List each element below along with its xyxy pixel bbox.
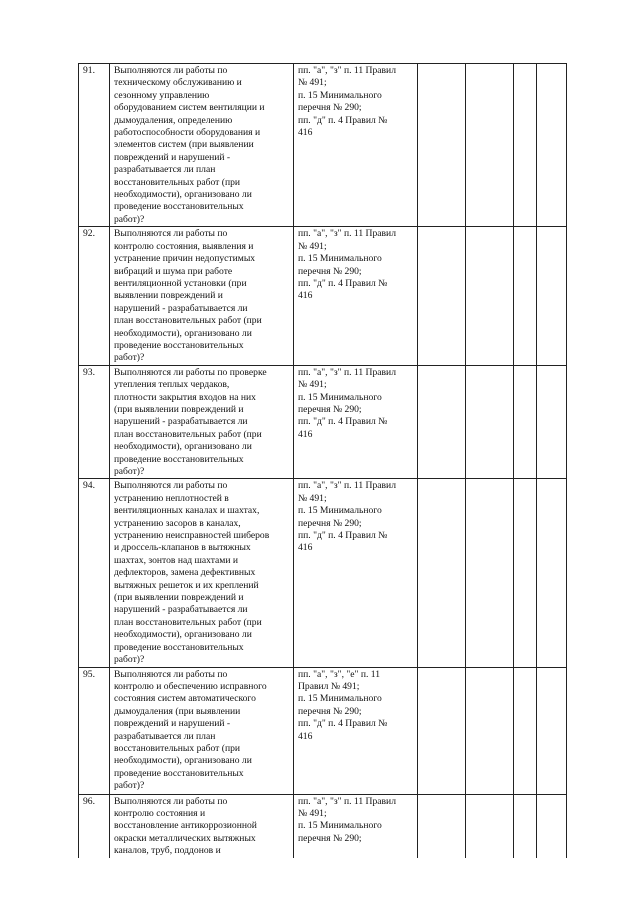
- comment-cell[interactable]: [537, 365, 567, 479]
- row-number: 96.: [83, 795, 95, 807]
- answer-cell-no[interactable]: [466, 227, 514, 365]
- legal-reference: пп. "а", "з" п. 11 Правил № 491; п. 15 Минимального перечня № 290;: [298, 795, 396, 844]
- legal-reference: пп. "а", "з", "е" п. 11 Правил № 491; п. 15 Минимального перечня № 290; пп. "д" п. 4 Правил № 416: [298, 668, 388, 742]
- question-text: Выполняются ли работы по контролю состояния и восстановление антикоррозионной окраски металлических вытяжных каналов, труб, поддонов и: [114, 795, 257, 857]
- row-number-cell: [79, 667, 110, 794]
- reference-cell: [294, 64, 418, 227]
- row-number: 92.: [83, 228, 95, 240]
- reference-cell: [294, 365, 418, 479]
- answer-cell-na[interactable]: [514, 64, 537, 227]
- checklist-page: [78, 63, 567, 858]
- question-cell: [110, 365, 294, 479]
- table-row: [79, 479, 567, 667]
- answer-cell-no[interactable]: [466, 479, 514, 667]
- row-number-cell: [79, 479, 110, 667]
- reference-cell: [294, 227, 418, 365]
- question-cell: [110, 64, 294, 227]
- answer-cell-na[interactable]: [514, 227, 537, 365]
- reference-cell: [294, 667, 418, 794]
- answer-cell-yes[interactable]: [418, 794, 466, 858]
- question-cell: [110, 794, 294, 858]
- answer-cell-no[interactable]: [466, 64, 514, 227]
- reference-cell: [294, 479, 418, 667]
- answer-cell-no[interactable]: [466, 794, 514, 858]
- answer-cell-na[interactable]: [514, 794, 537, 858]
- answer-cell-yes[interactable]: [418, 365, 466, 479]
- table-row: [79, 667, 567, 794]
- question-text: Выполняются ли работы по устранению неплотностей в вентиляционных каналах и шахтах, устранению засоров в каналах, устранению неисправностей шиберов и дроссель-клапанов в вытяжных шахтах, зонтов над шахтами и дефлекторов, замена дефективных вытяжных решеток и их креплений (при выявлении повреждений и нарушений - разрабатывается ли план восстановительных работ (при необходимости), организовано ли проведение восстановительных работ)?: [114, 480, 270, 666]
- answer-cell-yes[interactable]: [418, 227, 466, 365]
- comment-cell[interactable]: [537, 794, 567, 858]
- answer-cell-no[interactable]: [466, 667, 514, 794]
- legal-reference: пп. "а", "з" п. 11 Правил № 491; п. 15 Минимального перечня № 290; пп. "д" п. 4 Правил № 416: [298, 65, 396, 139]
- question-cell: [110, 479, 294, 667]
- legal-reference: пп. "а", "з" п. 11 Правил № 491; п. 15 Минимального перечня № 290; пп. "д" п. 4 Правил № 416: [298, 480, 396, 554]
- answer-cell-yes[interactable]: [418, 667, 466, 794]
- legal-reference: пп. "а", "з" п. 11 Правил № 491; п. 15 Минимального перечня № 290; пп. "д" п. 4 Правил № 416: [298, 228, 396, 302]
- row-number-cell: [79, 227, 110, 365]
- answer-cell-na[interactable]: [514, 667, 537, 794]
- answer-cell-yes[interactable]: [418, 479, 466, 667]
- question-text: Выполняются ли работы по контролю состояния, выявления и устранение причин недопустимых вибраций и шума при работе вентиляционной установки (при выявлении повреждений и нарушений - разрабатывается ли план восстановительных работ (при необходимости), организовано ли проведение восстановительных работ)?: [114, 228, 262, 364]
- question-cell: [110, 227, 294, 365]
- checklist-table: [78, 63, 567, 858]
- legal-reference: пп. "а", "з" п. 11 Правил № 491; п. 15 Минимального перечня № 290; пп. "д" п. 4 Правил № 416: [298, 366, 396, 440]
- table-row: [79, 227, 567, 365]
- comment-cell[interactable]: [537, 227, 567, 365]
- row-number: 91.: [83, 65, 95, 76]
- question-text: Выполняются ли работы по техническому обслуживанию и сезонному управлению оборудованием систем вентиляции и дымоудаления, определению работоспособности оборудования и элементов систем (при выявлении повреждений и нарушений - разрабатывается ли план восстановительных работ (при необходимости), организовано ли проведение восстановительных работ)?: [114, 65, 265, 225]
- comment-cell[interactable]: [537, 64, 567, 227]
- question-cell: [110, 667, 294, 794]
- answer-cell-na[interactable]: [514, 479, 537, 667]
- row-number: 95.: [83, 668, 95, 680]
- answer-cell-yes[interactable]: [418, 64, 466, 227]
- table-row: [79, 365, 567, 479]
- table-row: [79, 64, 567, 227]
- comment-cell[interactable]: [537, 479, 567, 667]
- table-row: [79, 794, 567, 858]
- reference-cell: [294, 794, 418, 858]
- row-number-cell: [79, 64, 110, 227]
- answer-cell-no[interactable]: [466, 365, 514, 479]
- row-number-cell: [79, 794, 110, 858]
- answer-cell-na[interactable]: [514, 365, 537, 479]
- question-text: Выполняются ли работы по контролю и обеспечению исправного состояния систем автоматического дымоудаления (при выявлении повреждений и нарушений - разрабатывается ли план восстановительных работ (при необходимости), организовано ли проведение восстановительных работ)?: [114, 668, 267, 792]
- row-number-cell: [79, 365, 110, 479]
- row-number: 93.: [83, 366, 95, 378]
- row-number: 94.: [83, 480, 95, 492]
- comment-cell[interactable]: [537, 667, 567, 794]
- question-text: Выполняются ли работы по проверке утепления теплых чердаков, плотности закрытия входов на них (при выявлении повреждений и нарушений - разрабатывается ли план восстановительных работ (при необходимости), организовано ли проведение восстановительных работ)?: [114, 366, 267, 477]
